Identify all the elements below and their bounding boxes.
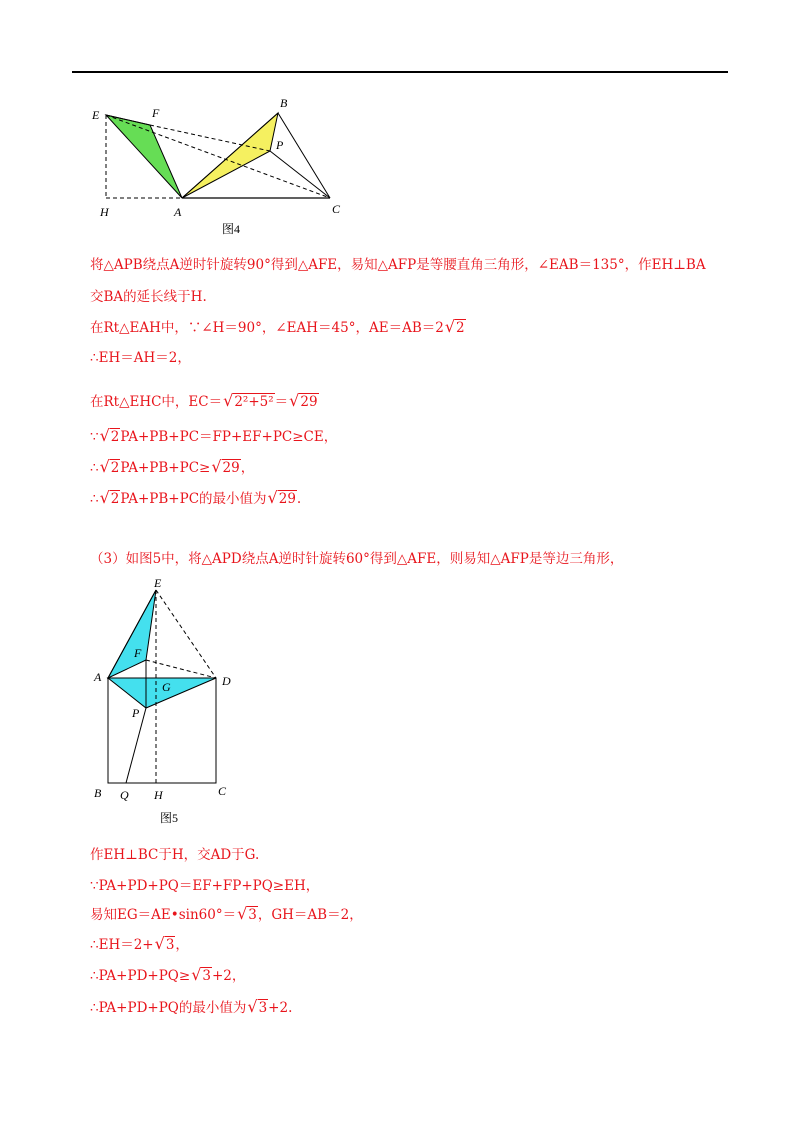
figure-4-caption: 图4 xyxy=(222,222,241,236)
label-b: B xyxy=(280,96,288,110)
figure-4 xyxy=(90,95,360,245)
text-line-8: ∴√2PA+PB+PC的最小值为√29. xyxy=(90,488,302,507)
label-p: P xyxy=(276,138,284,152)
line-pc xyxy=(270,151,330,198)
label-f: F xyxy=(134,646,142,660)
label-c: C xyxy=(332,202,341,216)
text-line-9: （3）如图5中，将△APD绕点A逆时针旋转60°得到△AFE，则易知△AFP是等边三角形， xyxy=(90,551,624,567)
triangle-afe-green xyxy=(106,115,182,198)
label-a: A xyxy=(94,670,102,684)
figure-5 xyxy=(88,575,248,830)
text-line-13: ∴EH＝2+√3， xyxy=(90,934,189,953)
text-line-3-a: 在Rt△EAH中，∵∠H＝90°，∠EAH＝45°，AE＝AB＝2 xyxy=(90,320,444,336)
line-ed xyxy=(156,590,216,678)
line-ec xyxy=(106,115,330,198)
line-ab xyxy=(182,113,278,198)
text-line-2: 交BA的延长线于H. xyxy=(90,289,207,305)
label-h: H xyxy=(154,788,163,802)
label-a: A xyxy=(174,205,182,219)
text-line-3 xyxy=(90,318,466,337)
label-e: E xyxy=(92,108,100,122)
figure-5-caption: 图5 xyxy=(160,811,179,825)
label-h: H xyxy=(100,205,109,219)
label-d: D xyxy=(222,674,231,688)
label-e: E xyxy=(154,576,162,590)
label-f: F xyxy=(152,106,160,120)
label-b: B xyxy=(94,786,102,800)
text-line-14: ∴PA+PD+PQ≥√3+2， xyxy=(90,965,246,984)
text-line-1: 将△APB绕点A逆时针旋转90°得到△AFE，易知△AFP是等腰直角三角形，∠EAB＝135°，作EH⊥BA xyxy=(90,257,706,273)
header-rule xyxy=(72,71,728,73)
line-bc xyxy=(278,113,330,198)
text-line-4: ∴EH＝AH＝2， xyxy=(90,350,191,366)
label-c: C xyxy=(218,784,227,798)
label-q: Q xyxy=(120,788,129,802)
sqrt-sum: √2²+5² xyxy=(223,391,274,410)
sqrt-2: √2 xyxy=(444,317,465,336)
text-line-6: ∵√2PA+PB+PC＝FP+EF+PC≥CE， xyxy=(90,426,338,445)
text-line-15: ∴PA+PD+PQ的最小值为√3+2. xyxy=(90,997,293,1016)
text-line-10: 作EH⊥BC于H，交AD于G. xyxy=(90,847,260,863)
label-g: G xyxy=(162,680,171,694)
sqrt-29: √29 xyxy=(289,391,318,410)
label-p: P xyxy=(132,706,140,720)
text-line-11: ∵PA+PD+PQ＝EF+FP+PQ≥EH， xyxy=(90,878,320,894)
text-line-5: 在Rt△EHC中，EC＝√2²+5²＝√29 xyxy=(90,391,318,410)
text-line-7: ∴√2PA+PB+PC≥√29， xyxy=(90,457,255,476)
text-line-12: 易知EG＝AE•sin60°＝√3，GH＝AB＝2， xyxy=(90,904,363,923)
